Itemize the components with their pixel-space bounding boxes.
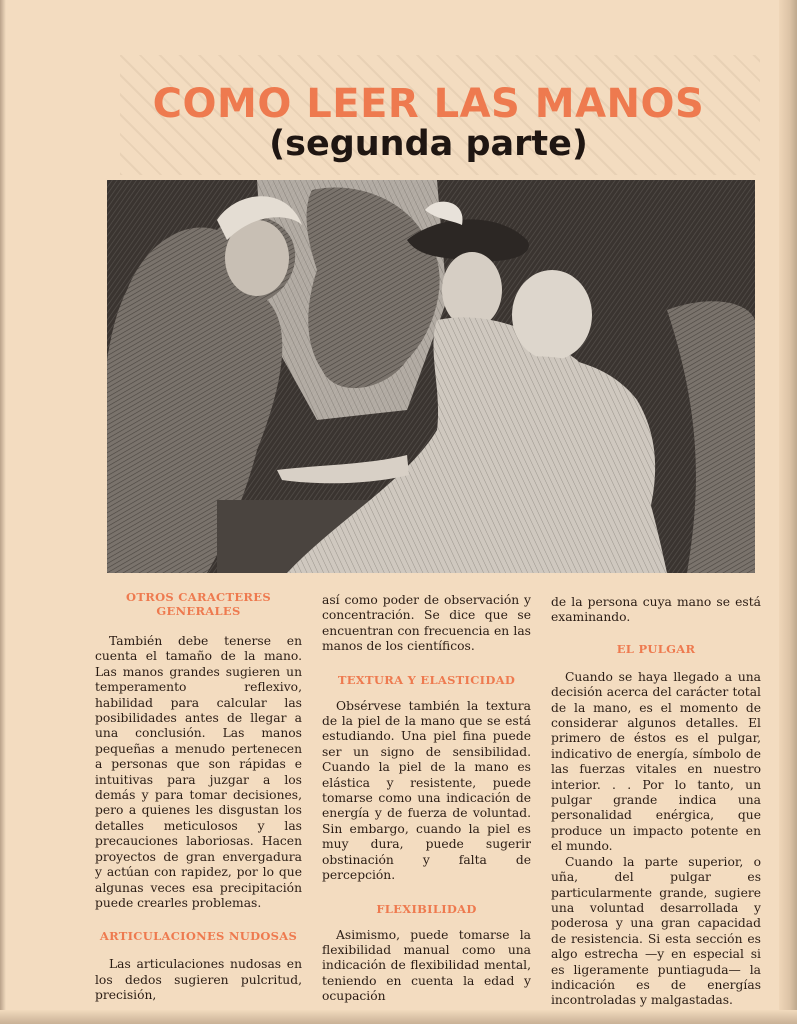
engraving-fortune-teller-reading-palm-image xyxy=(107,180,755,573)
page-bottom-edge xyxy=(0,1010,797,1024)
paragraph-persona: de la persona cuya mano se está examinando. xyxy=(551,595,761,625)
text-column-2 xyxy=(322,593,531,1005)
paragraph-flexibilidad: Asimismo, puede tomarse la flexibilidad manual como una indicación de flexibilidad mental, teniendo en cuenta la edad y ocupación xyxy=(322,927,531,1004)
article-title: COMO LEER LAS MANOS xyxy=(152,81,705,127)
paragraph-una-pulgar: Cuando la parte superior, o uña, del pulgar es particularmente grande, sugiere una voluntad desarrollada y poderosa y una gran capacidad de resistencia. Si esta sección es algo estrecha —y en especial si es ligeramente puntiaguda— la indicación es de energías incontroladas y malgastadas. xyxy=(551,854,761,1008)
section-heading-flexibilidad: FLEXIBILIDAD xyxy=(376,901,477,916)
section-heading-otros-caracteres: OTROS CARACTERES GENERALES xyxy=(126,590,271,618)
paragraph-pulgar: Cuando se haya llegado a una decisión acerca del carácter total de la mano, es el momento de considerar algunos detalles. El primero de éstos es el pulgar, indicativo de energía, símbolo de las fuerzas vitales en nuestro interior. . . Por lo tanto, un pulgar grande indica una personalidad enérgica, que produce un impacto potente en el mundo. xyxy=(551,669,761,854)
text-column-1 xyxy=(95,590,302,1004)
paragraph-articulaciones: Las articulaciones nudosas en los dedos sugieren pulcritud, precisión, xyxy=(95,957,302,1003)
section-heading-pulgar: EL PULGAR xyxy=(616,641,696,656)
paragraph-continuacion: así como poder de observación y concentración. Se dice que se encuentran con frecuencia en las manos de los científicos. xyxy=(322,593,531,654)
article-subtitle: (segunda parte) xyxy=(269,124,588,164)
text-column-3 xyxy=(551,595,761,1009)
section-heading-textura: TEXTURA Y ELASTICIDAD xyxy=(337,672,516,687)
paragraph-textura: Obsérvese también la textura de la piel de la mano que se está estudiando. Una piel fina puede ser un signo de sensibilidad. Cuando la piel de la mano es elástica y resistente, puede tomarse como una indicación de energía y de fuerza de voluntad. Sin embargo, cuando la piel es muy dura, puede sugerir obstinación y falta de percepción. xyxy=(322,698,531,883)
paragraph-tamano-mano: También debe tenerse en cuenta el tamaño de la mano. Las manos grandes sugieren un temperamento reflexivo, habilidad para calcular las posibilidades antes de llegar a una conclusión. Las manos pequeñas a menudo pertenecen a personas que son rápidas e intuitivas para juzgar a los demás y para tomar decisiones, pero a quienes les disgustan los detalles meticulosos y las precauciones laboriosas. Hacen proyectos de gran envergadura y actúan con rapidez, por lo que algunas veces esa precipitación puede crearles problemas. xyxy=(95,634,302,910)
page-shadow xyxy=(0,0,6,1024)
section-heading-articulaciones: ARTICULACIONES NUDOSAS xyxy=(99,929,298,944)
